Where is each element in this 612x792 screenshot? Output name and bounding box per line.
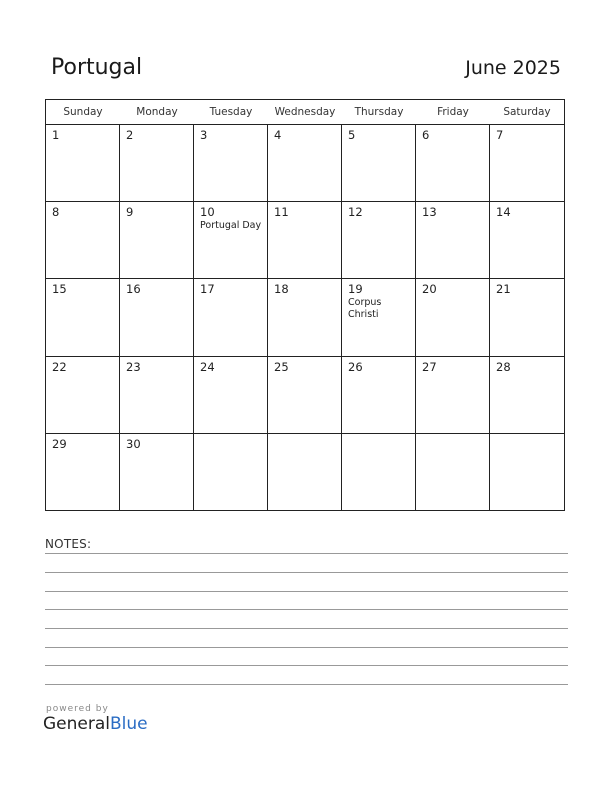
weekday-wednesday: Wednesday	[274, 106, 336, 118]
day-number: 10	[200, 205, 215, 220]
day-number: 2	[126, 128, 134, 142]
day-number: 14	[496, 205, 511, 220]
day-number: 21	[496, 282, 511, 297]
day-cell	[120, 202, 194, 278]
day-number: 25	[274, 359, 289, 374]
day-cell	[416, 279, 490, 355]
day-number: 11	[274, 205, 289, 220]
day-number: 12	[348, 205, 363, 220]
day-number: 8	[52, 205, 60, 220]
brand-general: General	[43, 714, 110, 734]
country-title: Portugal	[51, 55, 143, 80]
calendar-grid	[45, 99, 565, 511]
day-cell	[194, 357, 268, 433]
brand-logo	[43, 704, 148, 734]
day-cell	[46, 125, 120, 201]
day-cell	[120, 357, 194, 433]
day-number: 23	[126, 359, 141, 374]
day-cell	[120, 279, 194, 355]
day-number: 13	[422, 205, 437, 220]
day-cell	[490, 279, 564, 355]
day-number: 28	[496, 359, 511, 374]
day-number: 20	[422, 282, 437, 297]
day-number: 17	[200, 282, 215, 297]
brand-name	[43, 714, 148, 734]
notes-section	[45, 537, 568, 551]
day-number: 26	[348, 359, 363, 374]
month-title: June 2025	[465, 57, 561, 79]
day-number: 19	[348, 282, 363, 297]
day-cell	[46, 434, 120, 511]
day-number: 16	[126, 282, 141, 297]
day-cell	[46, 202, 120, 278]
day-cell	[342, 279, 416, 355]
day-number: 15	[52, 282, 67, 297]
week-row	[46, 434, 564, 511]
day-number: 9	[126, 205, 134, 220]
notes-label: NOTES:	[45, 537, 92, 551]
weekday-friday: Friday	[437, 106, 469, 118]
day-cell	[268, 279, 342, 355]
day-number: 5	[348, 128, 356, 142]
day-cell	[268, 357, 342, 433]
day-number: 29	[52, 436, 67, 451]
day-cell	[268, 434, 342, 511]
weekday-thursday: Thursday	[354, 106, 404, 118]
day-cell	[416, 202, 490, 278]
day-number: 24	[200, 359, 215, 374]
day-number: 3	[200, 128, 208, 142]
weekday-monday: Monday	[136, 106, 178, 118]
note-line	[45, 665, 568, 666]
day-cell	[342, 202, 416, 278]
day-number: 30	[126, 436, 141, 451]
day-cell	[268, 125, 342, 201]
holiday-label: Portugal Day	[200, 220, 262, 232]
weekday-tuesday: Tuesday	[209, 106, 253, 118]
powered-by-text: powered by	[46, 704, 109, 714]
day-cell	[342, 357, 416, 433]
note-line	[45, 572, 568, 573]
note-line	[45, 684, 568, 685]
day-cell	[342, 434, 416, 511]
week-row	[46, 125, 564, 202]
week-row	[46, 279, 564, 356]
day-cell	[490, 434, 564, 511]
day-cell	[342, 125, 416, 201]
day-cell	[194, 125, 268, 201]
day-cell	[490, 202, 564, 278]
weekday-header-row	[46, 100, 564, 125]
brand-blue: Blue	[110, 714, 148, 734]
day-number: 27	[422, 359, 437, 374]
day-cell	[416, 434, 490, 511]
day-number: 4	[274, 128, 282, 142]
note-line	[45, 553, 568, 554]
day-cell	[490, 125, 564, 201]
day-cell	[194, 434, 268, 511]
note-line	[45, 609, 568, 610]
day-cell	[416, 125, 490, 201]
note-line	[45, 647, 568, 648]
day-number: 6	[422, 128, 430, 142]
day-number: 18	[274, 282, 289, 297]
day-cell	[194, 202, 268, 278]
week-row	[46, 357, 564, 434]
day-cell	[194, 279, 268, 355]
weeks-container	[46, 125, 564, 511]
weekday-sunday: Sunday	[63, 106, 103, 118]
day-number: 7	[496, 128, 504, 142]
note-line	[45, 628, 568, 629]
holiday-label: Corpus Christi	[348, 297, 382, 320]
day-number: 1	[52, 128, 60, 142]
week-row	[46, 202, 564, 279]
day-cell	[416, 357, 490, 433]
note-line	[45, 591, 568, 592]
day-cell	[120, 434, 194, 511]
day-cell	[120, 125, 194, 201]
day-number: 22	[52, 359, 67, 374]
day-cell	[490, 357, 564, 433]
day-cell	[268, 202, 342, 278]
weekday-saturday: Saturday	[503, 106, 551, 118]
day-cell	[46, 279, 120, 355]
day-cell	[46, 357, 120, 433]
